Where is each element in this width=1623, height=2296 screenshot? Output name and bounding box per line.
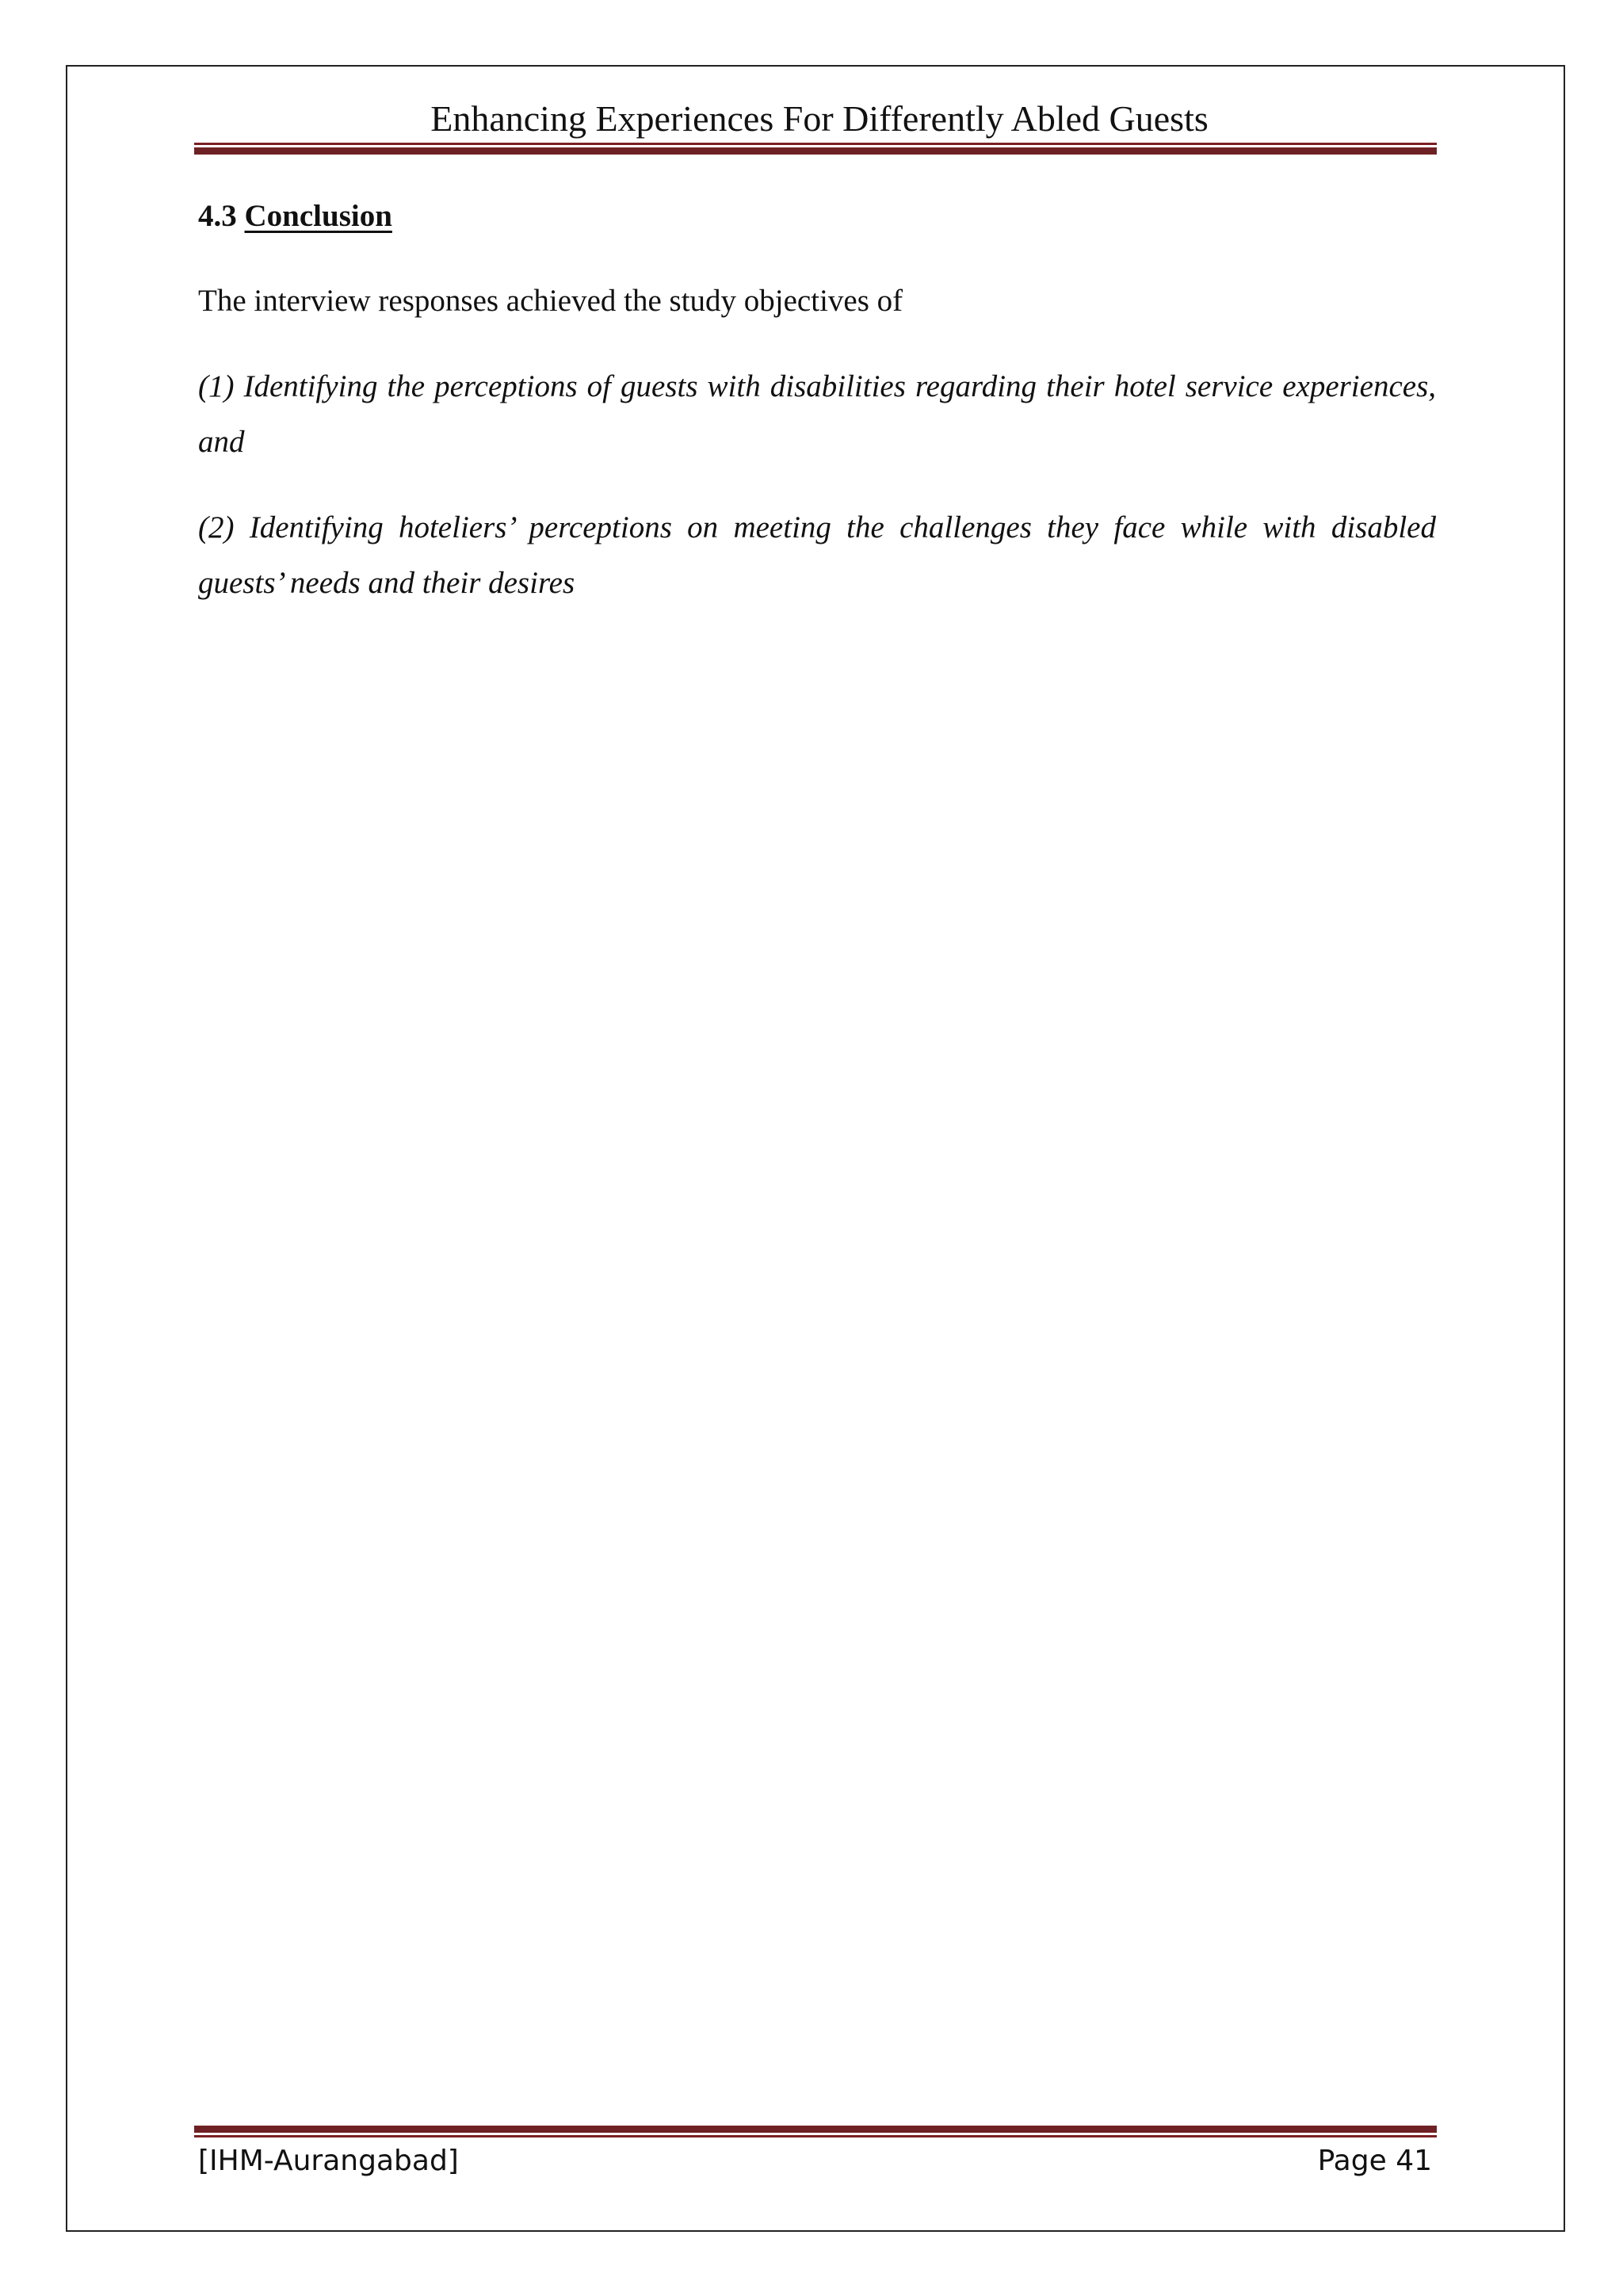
section-number: 4.3 [198, 199, 237, 233]
objective-item: (1) Identifying the perceptions of guests with disabilities regarding their hotel service experiences, and [198, 369, 1436, 459]
section-title: Conclusion [244, 199, 392, 233]
intro-paragraph: The interview responses achieved the study objectives of [198, 284, 903, 318]
footer-page-number: Page 41 [1317, 2145, 1432, 2177]
body-content [198, 273, 1436, 641]
objective-item: (2) Identifying hoteliers’ perceptions on meeting the challenges they face while with disabled guests’ needs and their desires [198, 510, 1436, 600]
footer-rule [194, 2126, 1437, 2137]
running-header-title: Enhancing Experiences For Differently Abled Guests [430, 98, 1209, 139]
header-rule [194, 143, 1437, 155]
footer-institution: [IHM-Aurangabad] [198, 2145, 459, 2177]
section-heading [198, 194, 392, 239]
